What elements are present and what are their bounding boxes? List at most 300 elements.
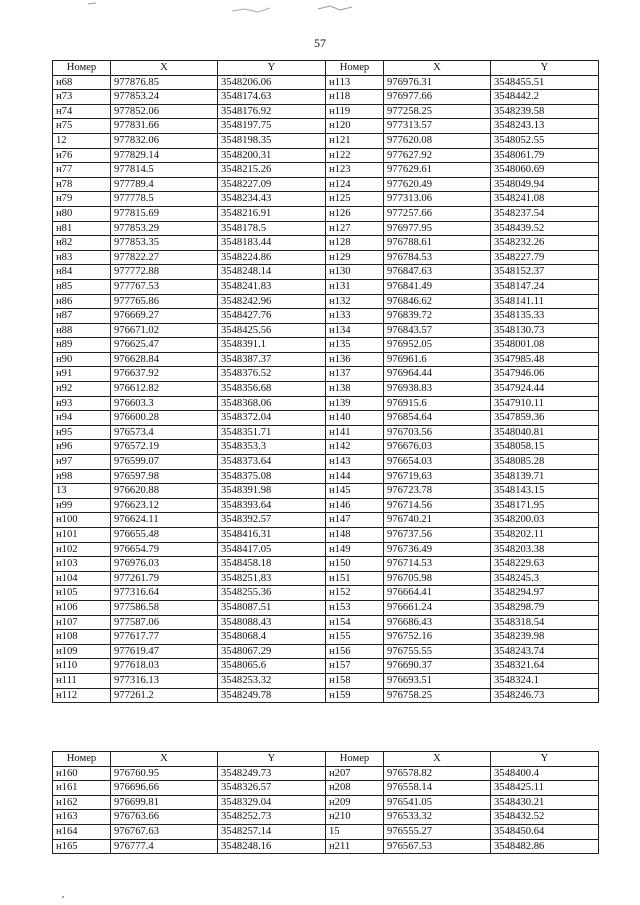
- table-row: [53, 615, 599, 630]
- header-number: Номер: [53, 752, 111, 767]
- x-coordinate-cell: 977261.79: [111, 571, 218, 586]
- y-coordinate-cell: 3548255.36: [218, 586, 326, 601]
- point-number-cell: н138: [326, 382, 384, 397]
- header-number: Номер: [53, 61, 111, 76]
- x-coordinate-cell: 976578.82: [384, 766, 491, 781]
- y-coordinate-cell: 3548242.96: [218, 294, 326, 309]
- point-number-cell: н208: [326, 781, 384, 796]
- point-number-cell: н153: [326, 600, 384, 615]
- x-coordinate-cell: 976696.66: [111, 781, 218, 796]
- x-coordinate-cell: 977814.5: [111, 163, 218, 178]
- x-coordinate-cell: 976654.03: [384, 455, 491, 470]
- table-row: [53, 352, 599, 367]
- point-number-cell: н79: [53, 192, 111, 207]
- x-coordinate-cell: 976654.79: [111, 542, 218, 557]
- y-coordinate-cell: 3548239.58: [491, 104, 599, 119]
- y-coordinate-cell: 3548237.54: [491, 206, 599, 221]
- table-row: [53, 148, 599, 163]
- point-number-cell: н80: [53, 206, 111, 221]
- table-row: [53, 824, 599, 839]
- page-number: 57: [314, 36, 326, 50]
- y-coordinate-cell: 3548318.54: [491, 615, 599, 630]
- point-number-cell: н108: [53, 630, 111, 645]
- x-coordinate-cell: 976915.6: [384, 396, 491, 411]
- x-coordinate-cell: 976976.31: [384, 75, 491, 90]
- table-row: [53, 75, 599, 90]
- x-coordinate-cell: 977629.61: [384, 163, 491, 178]
- point-number-cell: н102: [53, 542, 111, 557]
- x-coordinate-cell: 977620.08: [384, 133, 491, 148]
- table-row: [53, 382, 599, 397]
- x-coordinate-cell: 977316.64: [111, 586, 218, 601]
- y-coordinate-cell: 3548241.08: [491, 192, 599, 207]
- header-number: Номер: [326, 61, 384, 76]
- point-number-cell: н143: [326, 455, 384, 470]
- y-coordinate-cell: 3548227.79: [491, 250, 599, 265]
- point-number-cell: н99: [53, 498, 111, 513]
- point-number-cell: н211: [326, 839, 384, 854]
- x-coordinate-cell: 976767.63: [111, 824, 218, 839]
- point-number-cell: н139: [326, 396, 384, 411]
- x-coordinate-cell: 976620.88: [111, 484, 218, 499]
- x-coordinate-cell: 976854.64: [384, 411, 491, 426]
- y-coordinate-cell: 3548353.3: [218, 440, 326, 455]
- table-row: [53, 630, 599, 645]
- point-number-cell: н131: [326, 279, 384, 294]
- y-coordinate-cell: 3548427.76: [218, 309, 326, 324]
- table-header-row: [53, 61, 599, 76]
- y-coordinate-cell: 3548248.14: [218, 265, 326, 280]
- x-coordinate-cell: 976736.49: [384, 542, 491, 557]
- point-number-cell: н106: [53, 600, 111, 615]
- y-coordinate-cell: 3548253.32: [218, 673, 326, 688]
- x-coordinate-cell: 976938.83: [384, 382, 491, 397]
- point-number-cell: н111: [53, 673, 111, 688]
- table-row: [53, 644, 599, 659]
- scan-artifact: [60, 894, 70, 900]
- point-number-cell: н101: [53, 528, 111, 543]
- x-coordinate-cell: 977853.29: [111, 221, 218, 236]
- x-coordinate-cell: 977313.57: [384, 119, 491, 134]
- scan-artifact: [0, 0, 640, 20]
- y-coordinate-cell: 3548442.2: [491, 90, 599, 105]
- y-coordinate-cell: 3548206.06: [218, 75, 326, 90]
- y-coordinate-cell: 3548183.44: [218, 236, 326, 251]
- x-coordinate-cell: 976719.63: [384, 469, 491, 484]
- x-coordinate-cell: 976714.53: [384, 557, 491, 572]
- x-coordinate-cell: 976555.27: [384, 824, 491, 839]
- y-coordinate-cell: 3548060.69: [491, 163, 599, 178]
- point-number-cell: н75: [53, 119, 111, 134]
- point-number-cell: н164: [53, 824, 111, 839]
- point-number-cell: н133: [326, 309, 384, 324]
- x-coordinate-cell: 976977.95: [384, 221, 491, 236]
- y-coordinate-cell: 3548417.05: [218, 542, 326, 557]
- x-coordinate-cell: 976655.48: [111, 528, 218, 543]
- y-coordinate-cell: 3548391.1: [218, 338, 326, 353]
- header-y: Y: [218, 61, 326, 76]
- y-coordinate-cell: 3548393.64: [218, 498, 326, 513]
- x-coordinate-cell: 976699.81: [111, 795, 218, 810]
- point-number-cell: н123: [326, 163, 384, 178]
- point-number-cell: 13: [53, 484, 111, 499]
- x-coordinate-cell: 976752.16: [384, 630, 491, 645]
- y-coordinate-cell: 3548143.15: [491, 484, 599, 499]
- y-coordinate-cell: 3548326.57: [218, 781, 326, 796]
- x-coordinate-cell: 976637.92: [111, 367, 218, 382]
- table-row: [53, 192, 599, 207]
- y-coordinate-cell: 3548241.83: [218, 279, 326, 294]
- point-number-cell: н155: [326, 630, 384, 645]
- x-coordinate-cell: 977620.49: [384, 177, 491, 192]
- table-row: [53, 455, 599, 470]
- x-coordinate-cell: 976600.28: [111, 411, 218, 426]
- x-coordinate-cell: 977822.27: [111, 250, 218, 265]
- point-number-cell: н152: [326, 586, 384, 601]
- table-row: [53, 177, 599, 192]
- x-coordinate-cell: 976740.21: [384, 513, 491, 528]
- x-coordinate-cell: 976705.98: [384, 571, 491, 586]
- y-coordinate-cell: 3548455.51: [491, 75, 599, 90]
- y-coordinate-cell: 3548321.64: [491, 659, 599, 674]
- point-number-cell: н141: [326, 425, 384, 440]
- x-coordinate-cell: 977627.92: [384, 148, 491, 163]
- x-coordinate-cell: 977772.88: [111, 265, 218, 280]
- point-number-cell: н134: [326, 323, 384, 338]
- y-coordinate-cell: 3548171.95: [491, 498, 599, 513]
- table-row: [53, 586, 599, 601]
- point-number-cell: н151: [326, 571, 384, 586]
- y-coordinate-cell: 3548351.71: [218, 425, 326, 440]
- y-coordinate-cell: 3548251.83: [218, 571, 326, 586]
- point-number-cell: н91: [53, 367, 111, 382]
- table-row: [53, 90, 599, 105]
- point-number-cell: н100: [53, 513, 111, 528]
- x-coordinate-cell: 976625.47: [111, 338, 218, 353]
- x-coordinate-cell: 976714.56: [384, 498, 491, 513]
- table-row: [53, 396, 599, 411]
- point-number-cell: н77: [53, 163, 111, 178]
- table-row: [53, 810, 599, 825]
- y-coordinate-cell: 3548001.08: [491, 338, 599, 353]
- x-coordinate-cell: 976676.03: [384, 440, 491, 455]
- point-number-cell: н136: [326, 352, 384, 367]
- table-row: [53, 795, 599, 810]
- x-coordinate-cell: 977587.06: [111, 615, 218, 630]
- table-row: [53, 367, 599, 382]
- point-number-cell: н88: [53, 323, 111, 338]
- point-number-cell: н97: [53, 455, 111, 470]
- y-coordinate-cell: 3548139.71: [491, 469, 599, 484]
- table-row: [53, 673, 599, 688]
- table-row: [53, 236, 599, 251]
- y-coordinate-cell: 3547924.44: [491, 382, 599, 397]
- y-coordinate-cell: 3548298.79: [491, 600, 599, 615]
- table-row: [53, 528, 599, 543]
- y-coordinate-cell: 3548061.79: [491, 148, 599, 163]
- point-number-cell: н74: [53, 104, 111, 119]
- y-coordinate-cell: 3548215.26: [218, 163, 326, 178]
- table-row: [53, 513, 599, 528]
- table-row: [53, 781, 599, 796]
- point-number-cell: н109: [53, 644, 111, 659]
- coordinates-table-1: [52, 60, 599, 703]
- point-number-cell: н83: [53, 250, 111, 265]
- y-coordinate-cell: 3548375.08: [218, 469, 326, 484]
- y-coordinate-cell: 3548040.81: [491, 425, 599, 440]
- y-coordinate-cell: 3548249.78: [218, 688, 326, 703]
- x-coordinate-cell: 977618.03: [111, 659, 218, 674]
- y-coordinate-cell: 3548200.03: [491, 513, 599, 528]
- x-coordinate-cell: 976628.84: [111, 352, 218, 367]
- point-number-cell: н144: [326, 469, 384, 484]
- y-coordinate-cell: 3548324.1: [491, 673, 599, 688]
- point-number-cell: н120: [326, 119, 384, 134]
- table-row: [53, 250, 599, 265]
- point-number-cell: н163: [53, 810, 111, 825]
- point-number-cell: н135: [326, 338, 384, 353]
- y-coordinate-cell: 3548245.3: [491, 571, 599, 586]
- point-number-cell: н90: [53, 352, 111, 367]
- y-coordinate-cell: 3548130.73: [491, 323, 599, 338]
- x-coordinate-cell: 977313.06: [384, 192, 491, 207]
- header-y: Y: [491, 61, 599, 76]
- point-number-cell: н210: [326, 810, 384, 825]
- header-number: Номер: [326, 752, 384, 767]
- x-coordinate-cell: 976977.66: [384, 90, 491, 105]
- y-coordinate-cell: 3548439.52: [491, 221, 599, 236]
- x-coordinate-cell: 977767.53: [111, 279, 218, 294]
- point-number-cell: н128: [326, 236, 384, 251]
- x-coordinate-cell: 976669.27: [111, 309, 218, 324]
- y-coordinate-cell: 3548224.86: [218, 250, 326, 265]
- x-coordinate-cell: 976664.41: [384, 586, 491, 601]
- y-coordinate-cell: 3548432.52: [491, 810, 599, 825]
- point-number-cell: н157: [326, 659, 384, 674]
- y-coordinate-cell: 3548387.37: [218, 352, 326, 367]
- x-coordinate-cell: 977257.66: [384, 206, 491, 221]
- point-number-cell: н137: [326, 367, 384, 382]
- y-coordinate-cell: 3548141.11: [491, 294, 599, 309]
- x-coordinate-cell: 976760.95: [111, 766, 218, 781]
- y-coordinate-cell: 3548246.73: [491, 688, 599, 703]
- x-coordinate-cell: 977832.06: [111, 133, 218, 148]
- y-coordinate-cell: 3548227.09: [218, 177, 326, 192]
- point-number-cell: 12: [53, 133, 111, 148]
- table-row: [53, 323, 599, 338]
- table-row: [53, 498, 599, 513]
- x-coordinate-cell: 976533.32: [384, 810, 491, 825]
- point-number-cell: н150: [326, 557, 384, 572]
- y-coordinate-cell: 3548178.5: [218, 221, 326, 236]
- point-number-cell: н105: [53, 586, 111, 601]
- y-coordinate-cell: 3548088.43: [218, 615, 326, 630]
- table-row: [53, 206, 599, 221]
- y-coordinate-cell: 3548425.11: [491, 781, 599, 796]
- header-x: X: [111, 752, 218, 767]
- point-number-cell: н119: [326, 104, 384, 119]
- point-number-cell: н124: [326, 177, 384, 192]
- x-coordinate-cell: 976723.78: [384, 484, 491, 499]
- point-number-cell: н130: [326, 265, 384, 280]
- point-number-cell: н125: [326, 192, 384, 207]
- y-coordinate-cell: 3548425.56: [218, 323, 326, 338]
- table-row: [53, 688, 599, 703]
- point-number-cell: н154: [326, 615, 384, 630]
- point-number-cell: н121: [326, 133, 384, 148]
- y-coordinate-cell: 3548174.63: [218, 90, 326, 105]
- y-coordinate-cell: 3548243.13: [491, 119, 599, 134]
- x-coordinate-cell: 976573.4: [111, 425, 218, 440]
- point-number-cell: н132: [326, 294, 384, 309]
- x-coordinate-cell: 977815.69: [111, 206, 218, 221]
- y-coordinate-cell: 3548249.73: [218, 766, 326, 781]
- point-number-cell: н149: [326, 542, 384, 557]
- y-coordinate-cell: 3548067.29: [218, 644, 326, 659]
- x-coordinate-cell: 976612.82: [111, 382, 218, 397]
- x-coordinate-cell: 976964.44: [384, 367, 491, 382]
- point-number-cell: н73: [53, 90, 111, 105]
- x-coordinate-cell: 977316.13: [111, 673, 218, 688]
- point-number-cell: н103: [53, 557, 111, 572]
- point-number-cell: н95: [53, 425, 111, 440]
- y-coordinate-cell: 3548329.04: [218, 795, 326, 810]
- x-coordinate-cell: 976847.63: [384, 265, 491, 280]
- x-coordinate-cell: 976671.02: [111, 323, 218, 338]
- table-row: [53, 469, 599, 484]
- table-row: [53, 163, 599, 178]
- y-coordinate-cell: 3548216.91: [218, 206, 326, 221]
- x-coordinate-cell: 976784.53: [384, 250, 491, 265]
- point-number-cell: н129: [326, 250, 384, 265]
- header-y: Y: [491, 752, 599, 767]
- table-row: [53, 338, 599, 353]
- point-number-cell: н156: [326, 644, 384, 659]
- x-coordinate-cell: 976686.43: [384, 615, 491, 630]
- y-coordinate-cell: 3548373.64: [218, 455, 326, 470]
- header-y: Y: [218, 752, 326, 767]
- x-coordinate-cell: 976841.49: [384, 279, 491, 294]
- y-coordinate-cell: 3548416.31: [218, 528, 326, 543]
- point-number-cell: н107: [53, 615, 111, 630]
- table-row: [53, 411, 599, 426]
- point-number-cell: н146: [326, 498, 384, 513]
- table-row: [53, 484, 599, 499]
- x-coordinate-cell: 977829.14: [111, 148, 218, 163]
- y-coordinate-cell: 3547946.06: [491, 367, 599, 382]
- point-number-cell: н87: [53, 309, 111, 324]
- y-coordinate-cell: 3548248.16: [218, 839, 326, 854]
- point-number-cell: 15: [326, 824, 384, 839]
- y-coordinate-cell: 3548197.75: [218, 119, 326, 134]
- y-coordinate-cell: 3548058.15: [491, 440, 599, 455]
- x-coordinate-cell: 976623.12: [111, 498, 218, 513]
- point-number-cell: н158: [326, 673, 384, 688]
- point-number-cell: н96: [53, 440, 111, 455]
- x-coordinate-cell: 976839.72: [384, 309, 491, 324]
- y-coordinate-cell: 3548176.92: [218, 104, 326, 119]
- x-coordinate-cell: 976788.61: [384, 236, 491, 251]
- x-coordinate-cell: 976758.25: [384, 688, 491, 703]
- x-coordinate-cell: 977853.35: [111, 236, 218, 251]
- y-coordinate-cell: 3548203.38: [491, 542, 599, 557]
- point-number-cell: н86: [53, 294, 111, 309]
- point-number-cell: н142: [326, 440, 384, 455]
- table-row: [53, 309, 599, 324]
- y-coordinate-cell: 3548087.51: [218, 600, 326, 615]
- table-row: [53, 839, 599, 854]
- y-coordinate-cell: 3548200.31: [218, 148, 326, 163]
- y-coordinate-cell: 3548356.68: [218, 382, 326, 397]
- table-row: [53, 659, 599, 674]
- y-coordinate-cell: 3548400.4: [491, 766, 599, 781]
- x-coordinate-cell: 977617.77: [111, 630, 218, 645]
- x-coordinate-cell: 976952.05: [384, 338, 491, 353]
- table-row: [53, 104, 599, 119]
- point-number-cell: н209: [326, 795, 384, 810]
- y-coordinate-cell: 3548068.4: [218, 630, 326, 645]
- y-coordinate-cell: 3548239.98: [491, 630, 599, 645]
- y-coordinate-cell: 3547910.11: [491, 396, 599, 411]
- x-coordinate-cell: 976755.55: [384, 644, 491, 659]
- x-coordinate-cell: 977852.06: [111, 104, 218, 119]
- point-number-cell: н207: [326, 766, 384, 781]
- point-number-cell: н93: [53, 396, 111, 411]
- x-coordinate-cell: 977765.86: [111, 294, 218, 309]
- y-coordinate-cell: 3548391.98: [218, 484, 326, 499]
- x-coordinate-cell: 976961.6: [384, 352, 491, 367]
- point-number-cell: н148: [326, 528, 384, 543]
- y-coordinate-cell: 3547859.36: [491, 411, 599, 426]
- point-number-cell: н104: [53, 571, 111, 586]
- point-number-cell: н112: [53, 688, 111, 703]
- point-number-cell: н122: [326, 148, 384, 163]
- x-coordinate-cell: 976624.11: [111, 513, 218, 528]
- table-header-row: [53, 752, 599, 767]
- y-coordinate-cell: 3548229.63: [491, 557, 599, 572]
- y-coordinate-cell: 3548135.33: [491, 309, 599, 324]
- table-row: [53, 119, 599, 134]
- y-coordinate-cell: 3548482.86: [491, 839, 599, 854]
- point-number-cell: н162: [53, 795, 111, 810]
- y-coordinate-cell: 3548198.35: [218, 133, 326, 148]
- point-number-cell: н126: [326, 206, 384, 221]
- point-number-cell: н127: [326, 221, 384, 236]
- point-number-cell: н81: [53, 221, 111, 236]
- point-number-cell: н145: [326, 484, 384, 499]
- y-coordinate-cell: 3548065.6: [218, 659, 326, 674]
- x-coordinate-cell: 976567.53: [384, 839, 491, 854]
- point-number-cell: н140: [326, 411, 384, 426]
- y-coordinate-cell: 3548147.24: [491, 279, 599, 294]
- table-row: [53, 133, 599, 148]
- y-coordinate-cell: 3548376.52: [218, 367, 326, 382]
- point-number-cell: н84: [53, 265, 111, 280]
- point-number-cell: н85: [53, 279, 111, 294]
- x-coordinate-cell: 976737.56: [384, 528, 491, 543]
- header-x: X: [384, 61, 491, 76]
- point-number-cell: н147: [326, 513, 384, 528]
- x-coordinate-cell: 976763.66: [111, 810, 218, 825]
- y-coordinate-cell: 3548152.37: [491, 265, 599, 280]
- x-coordinate-cell: 977853.24: [111, 90, 218, 105]
- x-coordinate-cell: 976976.03: [111, 557, 218, 572]
- point-number-cell: н76: [53, 148, 111, 163]
- x-coordinate-cell: 976846.62: [384, 294, 491, 309]
- header-x: X: [111, 61, 218, 76]
- table-row: [53, 542, 599, 557]
- point-number-cell: н113: [326, 75, 384, 90]
